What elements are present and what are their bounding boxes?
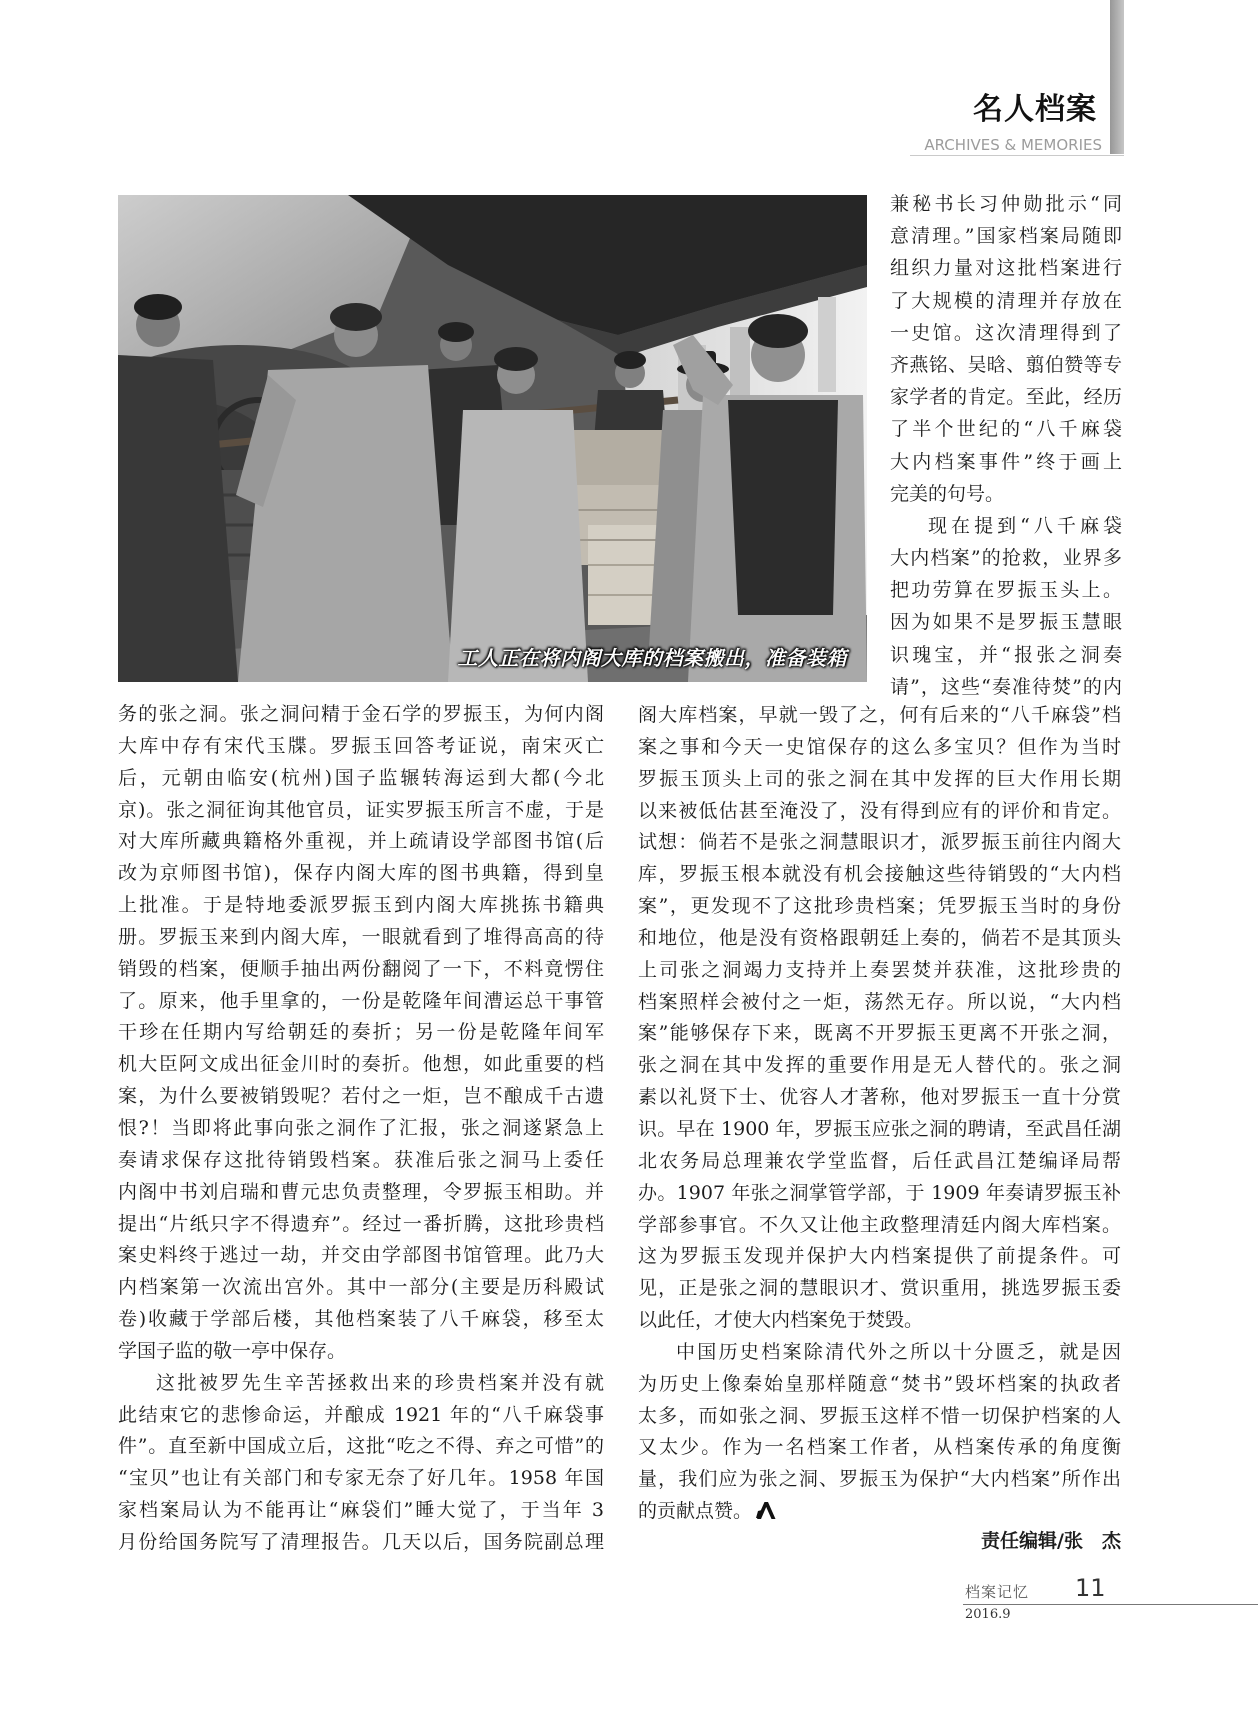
text-line: 的贡献点赞。 xyxy=(638,1496,1121,1528)
text-line: 奏请求保存这批待销毁档案。获准后张之洞马上委任 xyxy=(118,1148,604,1171)
section-subtitle: ARCHIVES & MEMORIES xyxy=(924,136,1102,154)
text-line: 恨?！当即将此事向张之洞作了汇报，张之洞遂紧急上 xyxy=(118,1116,604,1139)
text-line: 提出“片纸只字不得遗弃”。经过一番折腾，这批珍贵档 xyxy=(118,1212,604,1235)
text-line: 阁大库档案，早就一毁了之，何有后来的“八千麻袋”档 xyxy=(638,704,1121,726)
text-line: 改为京师图书馆)，保存内阁大库的图书典籍，得到皇 xyxy=(118,862,604,885)
editor-credit: 责任编辑/张 杰 xyxy=(981,1530,1121,1552)
text-line: 学部参事官。不久又让他主政整理清廷内阁大库档案。 xyxy=(638,1213,1121,1236)
section-title: 名人档案 xyxy=(973,92,1097,127)
text-line: 京)。张之洞征询其他官员，证实罗振玉所言不虚，于是 xyxy=(118,798,604,821)
article-column-left xyxy=(118,699,604,1559)
text-line: 上司张之洞竭力支持并上奏罢焚并获准，这批珍贵的 xyxy=(638,958,1121,981)
text-line: 罗振玉顶头上司的张之洞在其中发挥的巨大作用长期 xyxy=(638,767,1121,790)
photo-caption: 工人正在将内阁大库的档案搬出，准备装箱 xyxy=(457,646,847,670)
text-line: 和地位，他是没有资格跟朝廷上奏的，倘若不是其顶头 xyxy=(638,926,1121,949)
header-side-bar xyxy=(1110,0,1124,154)
paragraph xyxy=(890,188,1122,510)
article-column-top-right xyxy=(890,188,1122,703)
text-line: 试想：倘若不是张之洞慧眼识才，派罗振玉前往内阁大 xyxy=(638,831,1121,854)
header-rule xyxy=(910,155,1124,156)
workers-moving-archives-illustration xyxy=(118,195,867,682)
text-line: 完美的句号。 xyxy=(890,482,1005,505)
text-line: 档案照样会被付之一炬，荡然无存。所以说，“大内档 xyxy=(638,990,1121,1013)
text-line: 册。罗振玉来到内阁大库，一眼就看到了堆得高高的待 xyxy=(118,925,604,948)
text-line: 识。早在 1900 年，罗振玉应张之洞的聘请，至武昌任湖 xyxy=(638,1117,1121,1140)
text-line: “宝贝”也让有关部门和专家无奈了好几年。1958 年国 xyxy=(118,1467,604,1490)
text-line: 以来被低估甚至淹没了，没有得到应有的评价和肯定。 xyxy=(638,799,1121,822)
footer-rule xyxy=(963,1604,1258,1605)
text-line: 内档案第一次流出宫外。其中一部分(主要是历科殿试 xyxy=(118,1276,604,1299)
text-line: 了大规模的清理并存放在 xyxy=(890,289,1122,312)
text-line: 案”，更发现不了这批珍贵档案；凭罗振玉当时的身份 xyxy=(638,895,1121,918)
text-line: 销毁的档案，便顺手抽出两份翻阅了一下，不料竟愣住 xyxy=(118,957,604,980)
text-line: 卷)收藏于学部后楼，其他档案装了八千麻袋，移至太 xyxy=(118,1308,604,1331)
text-line: 识瑰宝，并“报张之洞奏 xyxy=(890,643,1122,666)
issue-date: 2016.9 xyxy=(965,1607,1011,1622)
text-line: 量，我们应为张之洞、罗振玉为保护“大内档案”所作出 xyxy=(638,1468,1121,1491)
text-line: 为历史上像秦始皇那样随意“焚书”毁坏档案的执政者 xyxy=(638,1372,1121,1395)
text-line: 太多，而如张之洞、罗振玉这样不惜一切保护档案的人 xyxy=(638,1404,1121,1427)
text-line: 组织力量对这批档案进行 xyxy=(890,257,1122,280)
text-line: 机大臣阿文成出征金川时的奏折。他想，如此重要的档 xyxy=(118,1053,604,1076)
text-line: 中国历史档案除清代外之所以十分匮乏，就是因 xyxy=(676,1340,1121,1363)
paragraph xyxy=(638,700,1121,1337)
text-line: 一史馆。这次清理得到了 xyxy=(890,321,1122,344)
paragraph xyxy=(118,1368,604,1559)
article-column-bottom-right xyxy=(638,700,1121,1528)
end-mark-icon xyxy=(756,1501,776,1519)
footer-magazine-name: 档案记忆 xyxy=(965,1583,1030,1601)
text-line: 把功劳算在罗振玉头上。 xyxy=(890,579,1122,602)
text-line: 上批准。于是特地委派罗振玉到内阁大库挑拣书籍典 xyxy=(118,894,604,917)
text-line: 北农务局总理兼农学堂监督，后任武昌江楚编译局帮 xyxy=(638,1149,1121,1172)
text-line: 兼秘书长习仲勋批示“同 xyxy=(890,193,1122,215)
archive-photo xyxy=(118,195,867,682)
text-line: 家档案局认为不能再让“麻袋们”睡大觉了，于当年 3 xyxy=(118,1499,604,1522)
text-line: 案之事和今天一史馆保存的这么多宝贝？但作为当时 xyxy=(638,735,1121,758)
text-line: 库，罗振玉根本就没有机会接触这些待销毁的“大内档 xyxy=(638,863,1121,886)
text-line: 案史料终于逃过一劫，并交由学部图书馆管理。此乃大 xyxy=(118,1244,604,1267)
text-line: 大内档案”的抢救，业界多 xyxy=(890,547,1122,570)
text-line: 意清理。”国家档案局随即 xyxy=(890,225,1122,248)
text-line: 请”，这些“奏准待焚”的内 xyxy=(890,675,1122,698)
paragraph xyxy=(118,699,604,1368)
text-line: 这为罗振玉发现并保护大内档案提供了前提条件。可 xyxy=(638,1245,1121,1268)
paragraph xyxy=(638,1337,1121,1528)
text-line: 后，元朝由临安(杭州)国子监辗转海运到大都(今北 xyxy=(118,766,604,789)
text-line: 月份给国务院写了清理报告。几天以后，国务院副总理 xyxy=(118,1530,604,1553)
text-line: 对大库所藏典籍格外重视，并上疏请设学部图书馆(后 xyxy=(118,830,604,853)
text-line: 又太少。作为一名档案工作者，从档案传承的角度衡 xyxy=(638,1436,1121,1459)
text-line: 了。原来，他手里拿的，一份是乾隆年间漕运总干事管 xyxy=(118,989,604,1012)
text-line: 内阁中书刘启瑞和曹元忠负责整理，令罗振玉相助。并 xyxy=(118,1180,604,1203)
text-line: 此结束它的悲惨命运，并酿成 1921 年的“八千麻袋事 xyxy=(118,1403,604,1426)
text-line: 干珍在任期内写给朝廷的奏折；另一份是乾隆年间军 xyxy=(118,1021,604,1044)
text-line: 件”。直至新中国成立后，这批“吃之不得、弃之可惜”的 xyxy=(118,1435,604,1458)
text-line: 以此任，才使大内档案免于焚毁。 xyxy=(638,1309,924,1332)
text-line: 因为如果不是罗振玉慧眼 xyxy=(890,611,1122,634)
text-line: 见，正是张之洞的慧眼识才、赏识重用，挑选罗振玉委 xyxy=(638,1277,1121,1300)
text-line: 齐燕铭、吴晗、翦伯赞等专 xyxy=(890,353,1122,376)
text-line: 办。1907 年张之洞掌管学部，于 1909 年奏请罗振玉补 xyxy=(638,1181,1121,1204)
text-line: 案”能够保存下来，既离不开罗振玉更离不开张之洞， xyxy=(638,1022,1121,1045)
text-line: 现在提到“八千麻袋 xyxy=(928,514,1122,537)
text-line: 张之洞在其中发挥的重要作用是无人替代的。张之洞 xyxy=(638,1054,1121,1077)
page-number: 11 xyxy=(1075,1574,1106,1602)
text-line: 案，为什么要被销毁呢？若付之一炬，岂不酿成千古遗 xyxy=(118,1085,604,1108)
text-line: 学国子监的敬一亭中保存。 xyxy=(118,1339,347,1362)
text-line: 素以礼贤下士、优容人才著称，他对罗振玉一直十分赏 xyxy=(638,1086,1121,1109)
text-line: 了半个世纪的“八千麻袋 xyxy=(890,418,1122,441)
text-line: 家学者的肯定。至此，经历 xyxy=(890,386,1122,409)
text-line: 这批被罗先生辛苦拯救出来的珍贵档案并没有就 xyxy=(156,1371,604,1394)
text-line: 务的张之洞。张之洞问精于金石学的罗振玉，为何内阁 xyxy=(118,703,604,725)
paragraph xyxy=(890,510,1122,703)
text-line: 大内档案事件”终于画上 xyxy=(890,450,1122,473)
text-line: 大库中存有宋代玉牒。罗振玉回答考证说，南宋灭亡 xyxy=(118,734,604,757)
